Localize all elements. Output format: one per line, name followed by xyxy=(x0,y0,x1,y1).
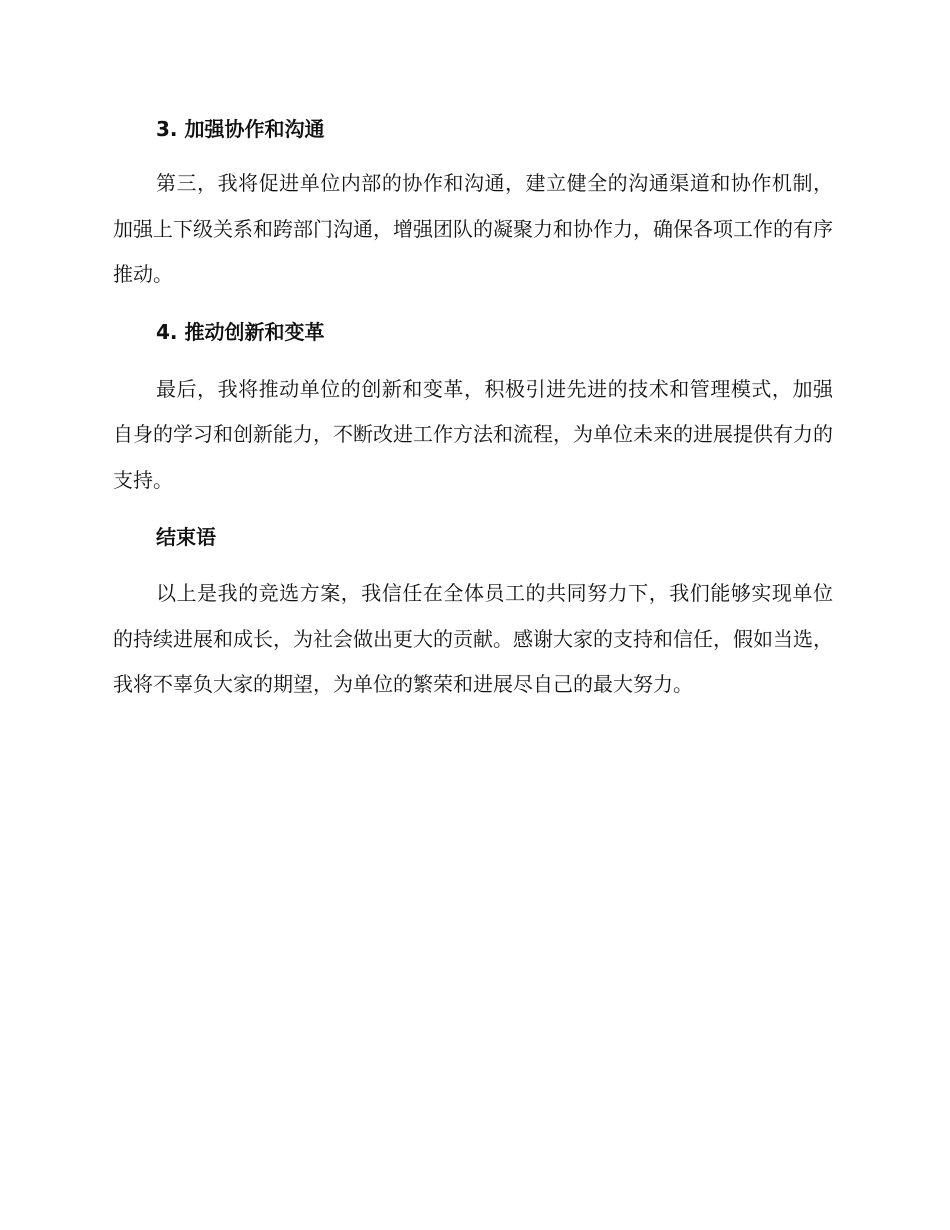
section-heading-collaboration: 3. 加强协作和沟通 xyxy=(156,117,325,141)
section-paragraph-innovation: 最后，我将推动单位的创新和变革，积极引进先进的技术和管理模式，加强自身的学习和创新能力，不断改进工作方法和流程，为单位未来的进展提供有力的支持。 xyxy=(113,376,833,492)
section-paragraph-conclusion: 以上是我的竞选方案，我信任在全体员工的共同努力下，我们能够实现单位的持续进展和成长，为社会做出更大的贡献。感谢大家的支持和信任，假如当选，我将不辜负大家的期望，为单位的繁荣和进展尽自己的最大努力。 xyxy=(113,581,833,696)
section-paragraph-collaboration: 第三，我将促进单位内部的协作和沟通，建立健全的沟通渠道和协作机制，加强上下级关系和跨部门沟通，增强团队的凝聚力和协作力，确保各项工作的有序推动。 xyxy=(113,171,833,286)
document-body xyxy=(113,112,833,708)
section-heading-conclusion: 结束语 xyxy=(156,525,216,549)
section-heading-innovation: 4. 推动创新和变革 xyxy=(156,319,325,344)
